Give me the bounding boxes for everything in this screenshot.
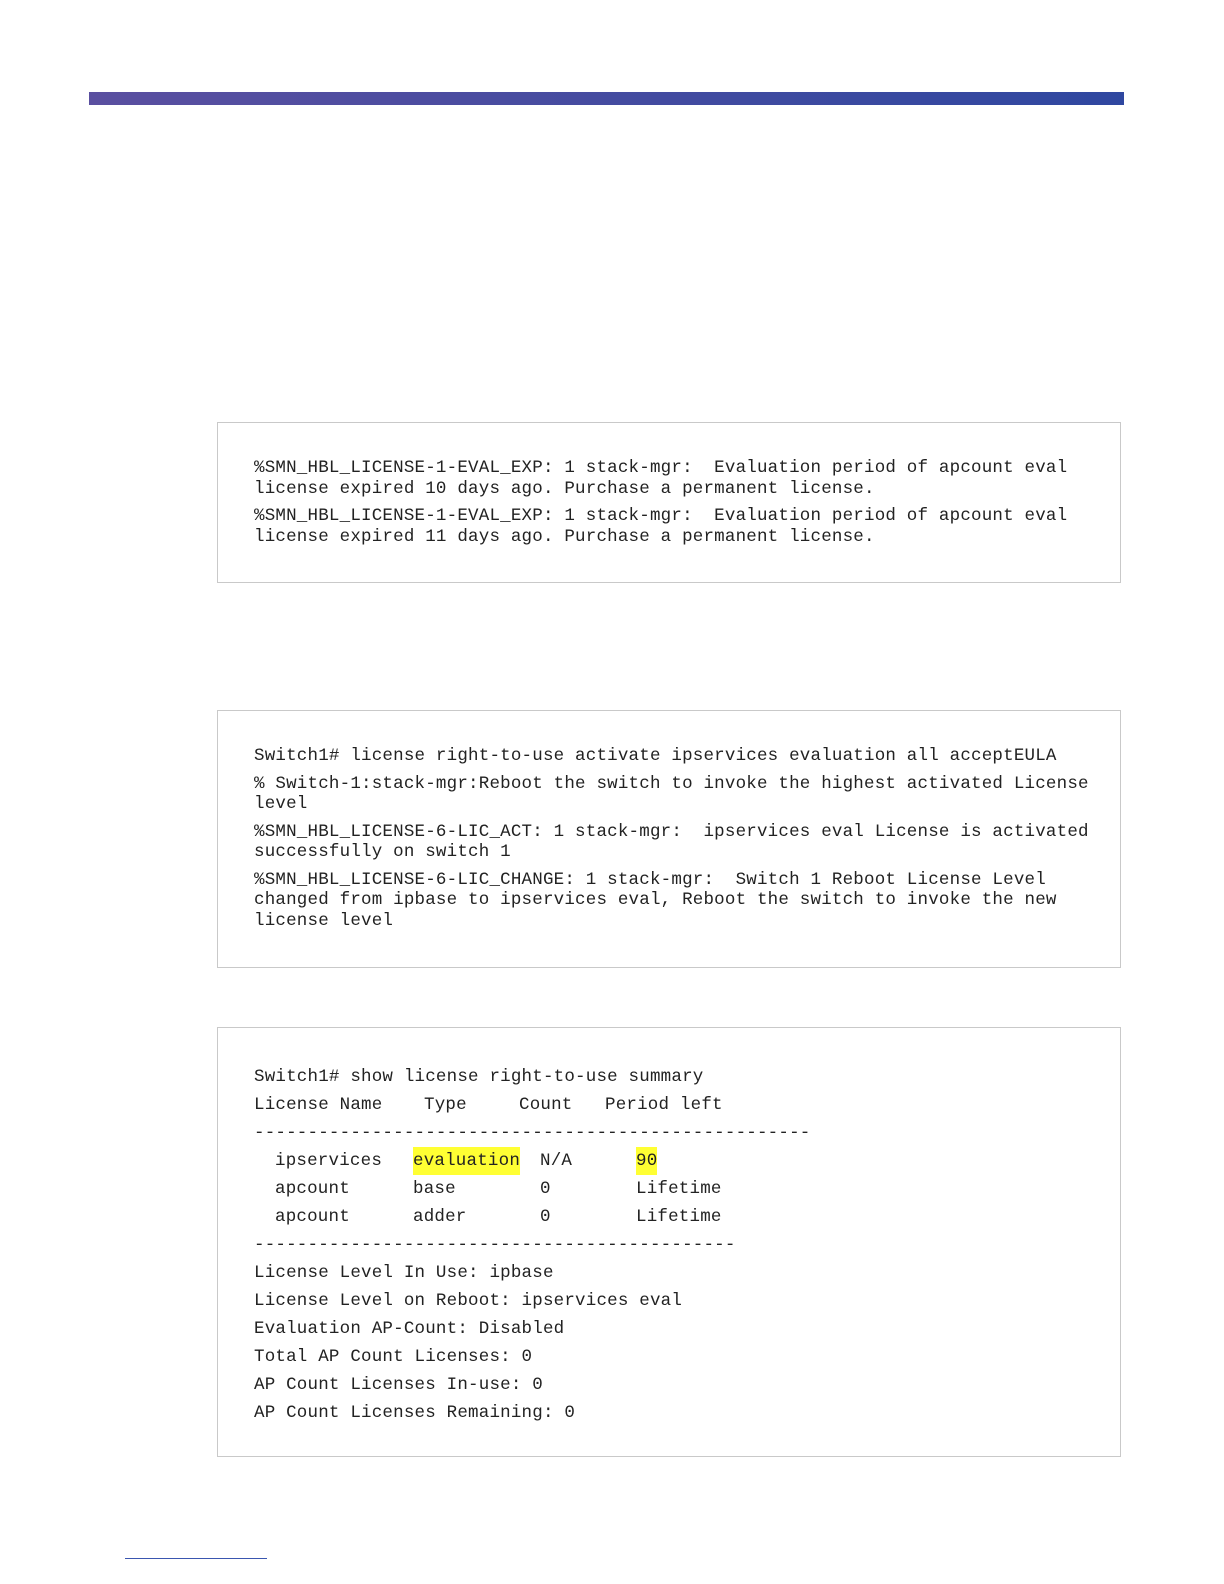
summary-line: License Level In Use: ipbase [254,1263,554,1283]
console-output-license-activate [217,710,1121,968]
console-message: %SMN_HBL_LICENSE-6-LIC_ACT: 1 stack-mgr: ipservices eval License is activated successfully on switch 1 [254,821,1100,862]
table-separator-bottom: --------------------------------------------- [254,1235,736,1255]
console-command: Switch1# show license right-to-use summary [254,1067,704,1087]
cell-count: 0 [540,1179,551,1199]
table-row [254,1175,1120,1203]
cell-period: Lifetime [636,1179,722,1199]
console-output-license-summary [217,1027,1121,1457]
cell-type: adder [413,1207,467,1227]
console-message: % Switch-1:stack-mgr:Reboot the switch to invoke the highest activated License level [254,773,1100,814]
header-license-name: License Name [254,1095,383,1115]
cell-period: Lifetime [636,1207,722,1227]
table-row [254,1147,1120,1175]
header-type: Type [424,1095,467,1115]
cell-type: base [413,1179,456,1199]
cell-count: N/A [540,1151,573,1171]
summary-line: Evaluation AP-Count: Disabled [254,1319,565,1339]
summary-line: AP Count Licenses Remaining: 0 [254,1403,576,1423]
summary-line: AP Count Licenses In-use: 0 [254,1375,543,1395]
header-rule [89,92,1124,105]
console-command: Switch1# license right-to-use activate ipservices evaluation all acceptEULA [254,746,1057,766]
summary-line: License Level on Reboot: ipservices eval [254,1291,683,1311]
summary-line: Total AP Count Licenses: 0 [254,1347,533,1367]
header-period-left: Period left [605,1095,723,1115]
cell-period-highlighted: 90 [636,1147,657,1175]
cell-count: 0 [540,1207,551,1227]
cell-license-name: ipservices [275,1151,383,1171]
console-message: %SMN_HBL_LICENSE-6-LIC_CHANGE: 1 stack-mgr: Switch 1 Reboot License Level changed from ipbase to ipservices eval, Reboot the switch to invoke the new license level [254,869,1068,931]
cell-license-name: apcount [275,1179,350,1199]
cell-type-highlighted: evaluation [413,1147,520,1175]
table-header-row [254,1091,1120,1119]
table-row [254,1203,1120,1231]
header-count: Count [519,1095,573,1115]
table-separator-top: ---------------------------------------------------- [254,1123,811,1143]
console-message: %SMN_HBL_LICENSE-1-EVAL_EXP: 1 stack-mgr: Evaluation period of apcount eval license expired 11 days ago. Purchase a permanent license. [254,506,1079,547]
console-message: %SMN_HBL_LICENSE-1-EVAL_EXP: 1 stack-mgr: Evaluation period of apcount eval license expired 10 days ago. Purchase a permanent license. [254,458,1079,499]
footer-rule [125,1558,267,1559]
cell-license-name: apcount [275,1207,350,1227]
console-output-eval-expired [217,422,1121,583]
console-command-row [254,1063,1120,1091]
